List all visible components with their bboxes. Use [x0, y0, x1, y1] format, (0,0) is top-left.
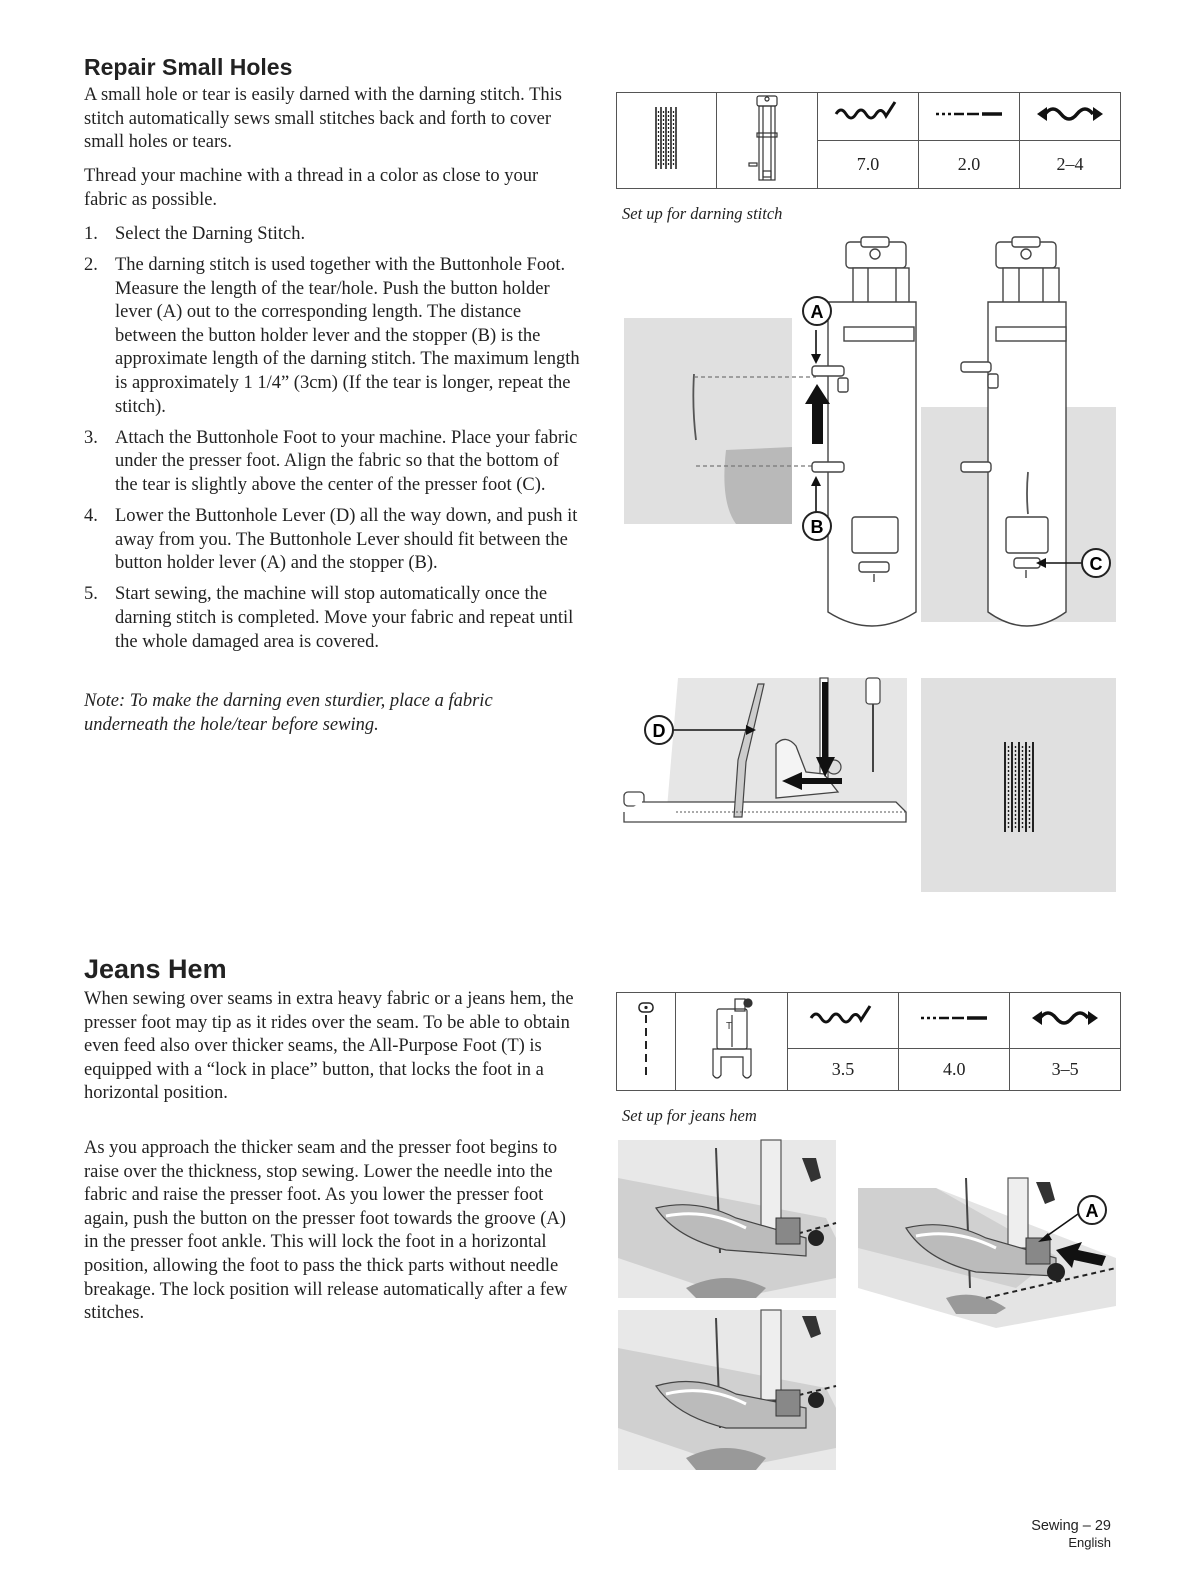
darning-settings-table	[616, 92, 1121, 189]
thread-tension-value: 2–4	[1020, 141, 1121, 189]
page-number: Sewing – 29	[1031, 1518, 1111, 1534]
thread-tension-icon	[1010, 993, 1121, 1049]
label-b-marker	[803, 512, 831, 540]
jeans-body-paragraph: As you approach the thicker seam and the presser foot begins to raise over the thickness, stop sewing. Lower the needle into the fabric and raise the presser foot. As you lower the presser foot again, push the button on the presser foot towards the groove (A) in the presser foot ankle. This will lock the foot in a horizontal position, allowing the foot to pass the thick parts without needle breakage. The lock position will release automatically after a few stitches.	[84, 1138, 568, 1324]
step-item	[84, 505, 584, 576]
repair-intro-paragraph: A small hole or tear is easily darned with the darning stitch. This stitch automatically sews small stitches back and forth to cover small holes or tears.	[84, 85, 562, 153]
repair-steps-list	[84, 223, 584, 662]
step-text: Attach the Buttonhole Foot to your machine. Place your fabric under the presser foot. Align the fabric so that the bottom of the tear is slightly above the center of the presser foot (C).	[115, 427, 578, 495]
stitch-length-value: 4.0	[899, 1049, 1010, 1091]
step-item	[84, 427, 584, 498]
length-arrow	[805, 330, 830, 514]
buttonhole-foot-left	[812, 237, 916, 626]
label-d: D	[652, 721, 666, 741]
stitch-width-icon	[787, 993, 899, 1049]
thread-tension-value: 3–5	[1010, 1049, 1121, 1091]
jeans-settings-table	[616, 992, 1121, 1091]
jeans-intro-paragraph: When sewing over seams in extra heavy fabric or a jeans hem, the presser foot may tip as it rides over the seam. To be able to obtain even feed also over thicker seams, the All-Purpose Foot (T) is equipped with a “lock in place” button, that locks the foot in a horizontal position.	[84, 989, 574, 1104]
stitch-width-icon	[818, 93, 919, 141]
jeans-step-1	[618, 1140, 836, 1298]
buttonhole-foot-icon	[717, 93, 818, 189]
step-text: Lower the Buttonhole Lever (D) all the way down, and push it away from you. The Buttonhole Lever should fit between the button holder lever (A) and the stopper (B).	[115, 506, 578, 574]
step-number: 2.	[84, 255, 98, 276]
stitch-length-icon	[899, 993, 1010, 1049]
step-item	[84, 254, 584, 419]
label-a-jeans: A	[1085, 1201, 1099, 1221]
jeans-step-2	[618, 1310, 836, 1470]
darning-illustration	[616, 232, 1126, 897]
jeans-hem-illustration	[616, 1138, 1126, 1474]
straight-stitch-icon	[617, 993, 676, 1091]
label-a-marker	[803, 297, 831, 325]
step-text: The darning stitch is used together with the Buttonhole Foot. Measure the length of the tear/hole. Push the button holder lever (A) out to the corresponding length. The distance between the button holder lever and the stopper (B) is the approximate length of the darning stitch. The maximum length is approximately 1 1/4” (3cm) (If the tear is longer, repeat the stitch).	[115, 255, 580, 417]
step-number: 5.	[84, 584, 98, 605]
step-text: Select the Darning Stitch.	[115, 224, 306, 244]
stitch-width-value: 7.0	[818, 141, 919, 189]
thread-tension-icon	[1020, 93, 1121, 141]
all-purpose-foot-icon	[675, 993, 787, 1091]
darning-stitch-icon	[617, 93, 717, 189]
jeans-caption: Set up for jeans hem	[622, 1106, 757, 1125]
section-heading-repair: Repair Small Holes	[84, 54, 293, 80]
darning-caption: Set up for darning stitch	[622, 204, 783, 223]
step-text: Start sewing, the machine will stop automatically once the darning stitch is completed. Move your fabric and repeat until the whole damaged area is covered.	[115, 584, 574, 652]
step-number: 4.	[84, 506, 98, 527]
page-language: English	[1068, 1535, 1111, 1550]
repair-thread-paragraph: Thread your machine with a thread in a color as close to your fabric as possible.	[84, 166, 539, 210]
section-heading-jeans: Jeans Hem	[84, 954, 227, 984]
label-c: C	[1089, 554, 1103, 574]
label-c-marker	[1082, 549, 1110, 577]
step-number: 1.	[84, 224, 98, 244]
step-number: 3.	[84, 427, 98, 448]
step-item	[84, 583, 584, 654]
fabric-with-tear	[624, 318, 816, 524]
label-a: A	[810, 302, 824, 322]
stitch-length-value: 2.0	[919, 141, 1020, 189]
buttonhole-lever-side-view	[624, 678, 907, 822]
jeans-step-3	[858, 1178, 1116, 1328]
finished-darning-sample	[921, 678, 1116, 892]
stitch-width-value: 3.5	[787, 1049, 899, 1091]
stitch-length-icon	[919, 93, 1020, 141]
label-b: B	[810, 517, 824, 537]
repair-note: Note: To make the darning even sturdier, place a fabric underneath the hole/tear before sewing.	[84, 691, 493, 735]
foot-letter-t: T	[726, 1021, 733, 1032]
step-item	[84, 223, 584, 247]
